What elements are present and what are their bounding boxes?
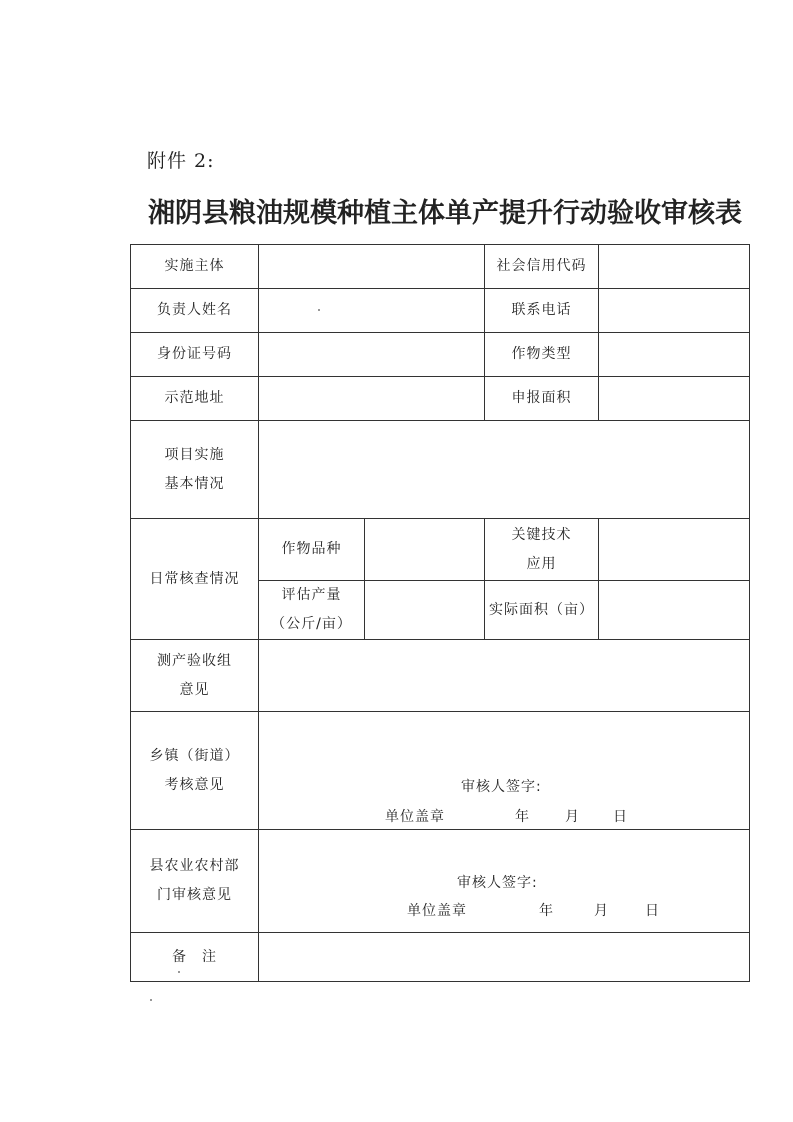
id-field[interactable] (259, 333, 485, 377)
county-label-line2: 门审核意见 (157, 887, 232, 903)
measure-group-label (131, 640, 259, 712)
phone-field[interactable] (599, 289, 750, 333)
credit-code-label: 社会信用代码 (485, 245, 599, 289)
crop-type-label: 作物类型 (485, 333, 599, 377)
area-field[interactable] (599, 377, 750, 421)
town-label-line2: 考核意见 (164, 776, 225, 793)
key-tech-label-line2: 应用 (526, 555, 557, 572)
scan-speck (178, 971, 180, 973)
entity-field[interactable] (259, 245, 485, 289)
town-seal-label: 单位盖章 (385, 809, 445, 825)
address-field[interactable] (259, 377, 485, 421)
basic-info-label (131, 421, 259, 519)
county-year-label: 年 (539, 903, 554, 919)
measure-group-label-line1: 测产验收组 (157, 652, 232, 669)
town-label (131, 712, 259, 830)
remark-label: 备 注 (131, 933, 259, 982)
county-label-line1: 县农业农村部 (149, 858, 240, 874)
id-label: 身份证号码 (131, 333, 259, 377)
key-tech-label (485, 519, 599, 581)
remark-field[interactable] (259, 933, 750, 982)
acceptance-review-form (130, 244, 750, 982)
actual-area-field[interactable] (599, 581, 750, 640)
page-title: 湘阴县粮油规模种植主体单产提升行动验收审核表 (148, 198, 742, 229)
county-month-label: 月 (594, 903, 609, 919)
entity-label: 实施主体 (131, 245, 259, 289)
person-field[interactable] (259, 289, 485, 333)
phone-label: 联系电话 (485, 289, 599, 333)
town-month-label: 月 (565, 809, 580, 825)
county-day-label: 日 (645, 903, 660, 919)
town-day-label: 日 (613, 809, 628, 825)
variety-field[interactable] (365, 519, 485, 581)
county-seal-label: 单位盖章 (407, 903, 467, 919)
town-label-line1: 乡镇（街道） (149, 747, 240, 764)
person-label: 负责人姓名 (131, 289, 259, 333)
measure-group-field[interactable] (259, 640, 750, 712)
county-reviewer-signature-label: 审核人签字: (457, 875, 538, 891)
town-opinion-field[interactable] (259, 712, 750, 830)
town-year-label: 年 (515, 809, 530, 825)
basic-info-label-line1: 项目实施 (164, 446, 225, 463)
key-tech-label-line1: 关键技术 (511, 526, 572, 543)
county-opinion-field[interactable] (259, 830, 750, 933)
yield-field[interactable] (365, 581, 485, 640)
yield-label-line2: （公斤/亩） (271, 616, 352, 632)
daily-check-label: 日常核查情况 (131, 519, 259, 640)
yield-label (259, 581, 365, 640)
basic-info-label-line2: 基本情况 (164, 475, 225, 492)
town-reviewer-signature-label: 审核人签字: (461, 779, 542, 795)
address-label: 示范地址 (131, 377, 259, 421)
basic-info-field[interactable] (259, 421, 750, 519)
measure-group-label-line2: 意见 (179, 681, 210, 698)
attachment-label: 附件 2: (147, 150, 215, 172)
crop-type-field[interactable] (599, 333, 750, 377)
yield-label-line1: 评估产量 (281, 587, 342, 603)
key-tech-field[interactable] (599, 519, 750, 581)
actual-area-label: 实际面积（亩） (485, 581, 599, 640)
scan-speck (150, 999, 152, 1001)
variety-label: 作物品种 (259, 519, 365, 581)
county-label (131, 830, 259, 933)
area-label: 申报面积 (485, 377, 599, 421)
credit-code-field[interactable] (599, 245, 750, 289)
scan-speck (318, 309, 320, 311)
